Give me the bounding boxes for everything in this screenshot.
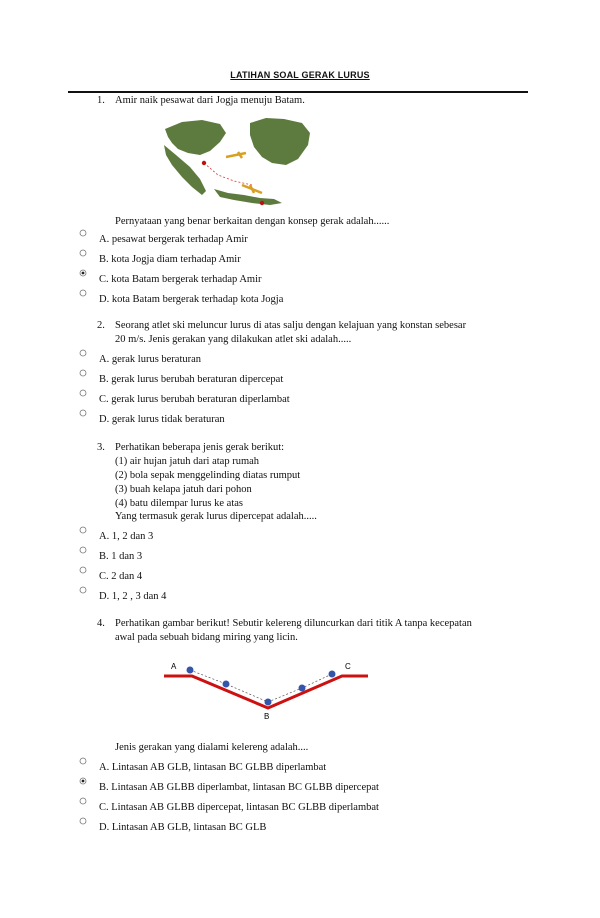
question-2-line-1: Seorang atlet ski meluncur lurus di atas salju dengan kelajuan yang konstan sebesar xyxy=(115,320,467,331)
marble-2 xyxy=(223,681,230,688)
point-b-label: B xyxy=(264,712,270,721)
question-3-line-1: Perhatikan beberapa jenis gerak berikut: xyxy=(115,442,285,453)
point-a-label: A xyxy=(171,662,177,671)
question-1-prompt: Pernyataan yang benar berkaitan dengan konsep gerak adalah...... xyxy=(115,216,390,227)
q3-option-a[interactable]: A. 1, 2 dan 3 xyxy=(99,531,154,542)
q2-option-d[interactable]: D. gerak lurus tidak beraturan xyxy=(99,414,225,425)
question-4-line-2: awal pada sebuah bidang miring yang licin. xyxy=(115,632,298,643)
q3-option-b[interactable]: B. 1 dan 3 xyxy=(99,551,143,562)
q4-option-c-radio[interactable] xyxy=(79,797,87,805)
q3-option-c[interactable]: C. 2 dan 4 xyxy=(99,571,143,582)
title-divider xyxy=(68,91,528,93)
question-4-line-1: Perhatikan gambar berikut! Sebutir kelereng diluncurkan dari titik A tanpa kecepatan xyxy=(115,618,472,629)
point-c-label: C xyxy=(345,662,351,671)
q1-option-c-radio[interactable] xyxy=(79,269,87,277)
q1-option-c[interactable]: C. kota Batam bergerak terhadap Amir xyxy=(99,274,262,285)
q2-option-b-radio[interactable] xyxy=(79,369,87,377)
q3-option-d-radio[interactable] xyxy=(79,586,87,594)
question-1-text: Amir naik pesawat dari Jogja menuju Batam. xyxy=(115,95,305,106)
question-3-item-2: (2) bola sepak menggelinding diatas rumput xyxy=(115,470,301,481)
q1-option-b[interactable]: B. kota Jogja diam terhadap Amir xyxy=(99,254,241,265)
question-1-number: 1. xyxy=(97,95,105,106)
marble-4 xyxy=(299,685,306,692)
q2-option-a[interactable]: A. gerak lurus beraturan xyxy=(99,354,202,365)
q2-option-c[interactable]: C. gerak lurus berubah beraturan diperlambat xyxy=(99,394,290,405)
q1-option-d-radio[interactable] xyxy=(79,289,87,297)
q4-option-a[interactable]: A. Lintasan AB GLB, lintasan BC GLBB diperlambat xyxy=(99,762,327,773)
q2-option-d-radio[interactable] xyxy=(79,409,87,417)
q1-option-b-radio[interactable] xyxy=(79,249,87,257)
marble-1 xyxy=(187,667,194,674)
page-title: LATIHAN SOAL GERAK LURUS xyxy=(230,70,370,80)
q4-option-d[interactable]: D. Lintasan AB GLB, lintasan BC GLB xyxy=(99,822,267,833)
question-3-item-4: (4) batu dilempar lurus ke atas xyxy=(115,498,243,509)
q3-option-c-radio[interactable] xyxy=(79,566,87,574)
q3-option-b-radio[interactable] xyxy=(79,546,87,554)
question-3-item-3: (3) buah kelapa jatuh dari pohon xyxy=(115,484,252,495)
q4-option-c[interactable]: C. Lintasan AB GLBB dipercepat, lintasan BC GLBB diperlambat xyxy=(99,802,379,813)
question-3-number: 3. xyxy=(97,442,105,453)
q3-option-a-radio[interactable] xyxy=(79,526,87,534)
q1-option-a-radio[interactable] xyxy=(79,229,87,237)
q1-option-a[interactable]: A. pesawat bergerak terhadap Amir xyxy=(99,234,248,245)
question-4-prompt: Jenis gerakan yang dialami kelereng adalah.... xyxy=(115,742,309,753)
map-jogja-batam-image xyxy=(162,115,312,207)
q1-option-d[interactable]: D. kota Batam bergerak terhadap kota Jogja xyxy=(99,294,284,305)
q3-option-d[interactable]: D. 1, 2 , 3 dan 4 xyxy=(99,591,167,602)
question-2-line-2: 20 m/s. Jenis gerakan yang dilakukan atlet ski adalah..... xyxy=(115,334,352,345)
marble-3 xyxy=(265,699,272,706)
q4-option-d-radio[interactable] xyxy=(79,817,87,825)
marble-5 xyxy=(329,671,336,678)
q4-option-a-radio[interactable] xyxy=(79,757,87,765)
question-4-number: 4. xyxy=(97,618,105,629)
question-2-number: 2. xyxy=(97,320,105,331)
q2-option-a-radio[interactable] xyxy=(79,349,87,357)
question-3-item-1: (1) air hujan jatuh dari atap rumah xyxy=(115,456,260,467)
question-3-prompt: Yang termasuk gerak lurus dipercepat adalah..... xyxy=(115,511,317,522)
q4-option-b-radio[interactable] xyxy=(79,777,87,785)
q4-option-b[interactable]: B. Lintasan AB GLBB diperlambat, lintasan BC GLBB dipercepat xyxy=(99,782,379,793)
inclined-track-diagram xyxy=(160,658,372,724)
q2-option-b[interactable]: B. gerak lurus berubah beraturan dipercepat xyxy=(99,374,284,385)
q2-option-c-radio[interactable] xyxy=(79,389,87,397)
